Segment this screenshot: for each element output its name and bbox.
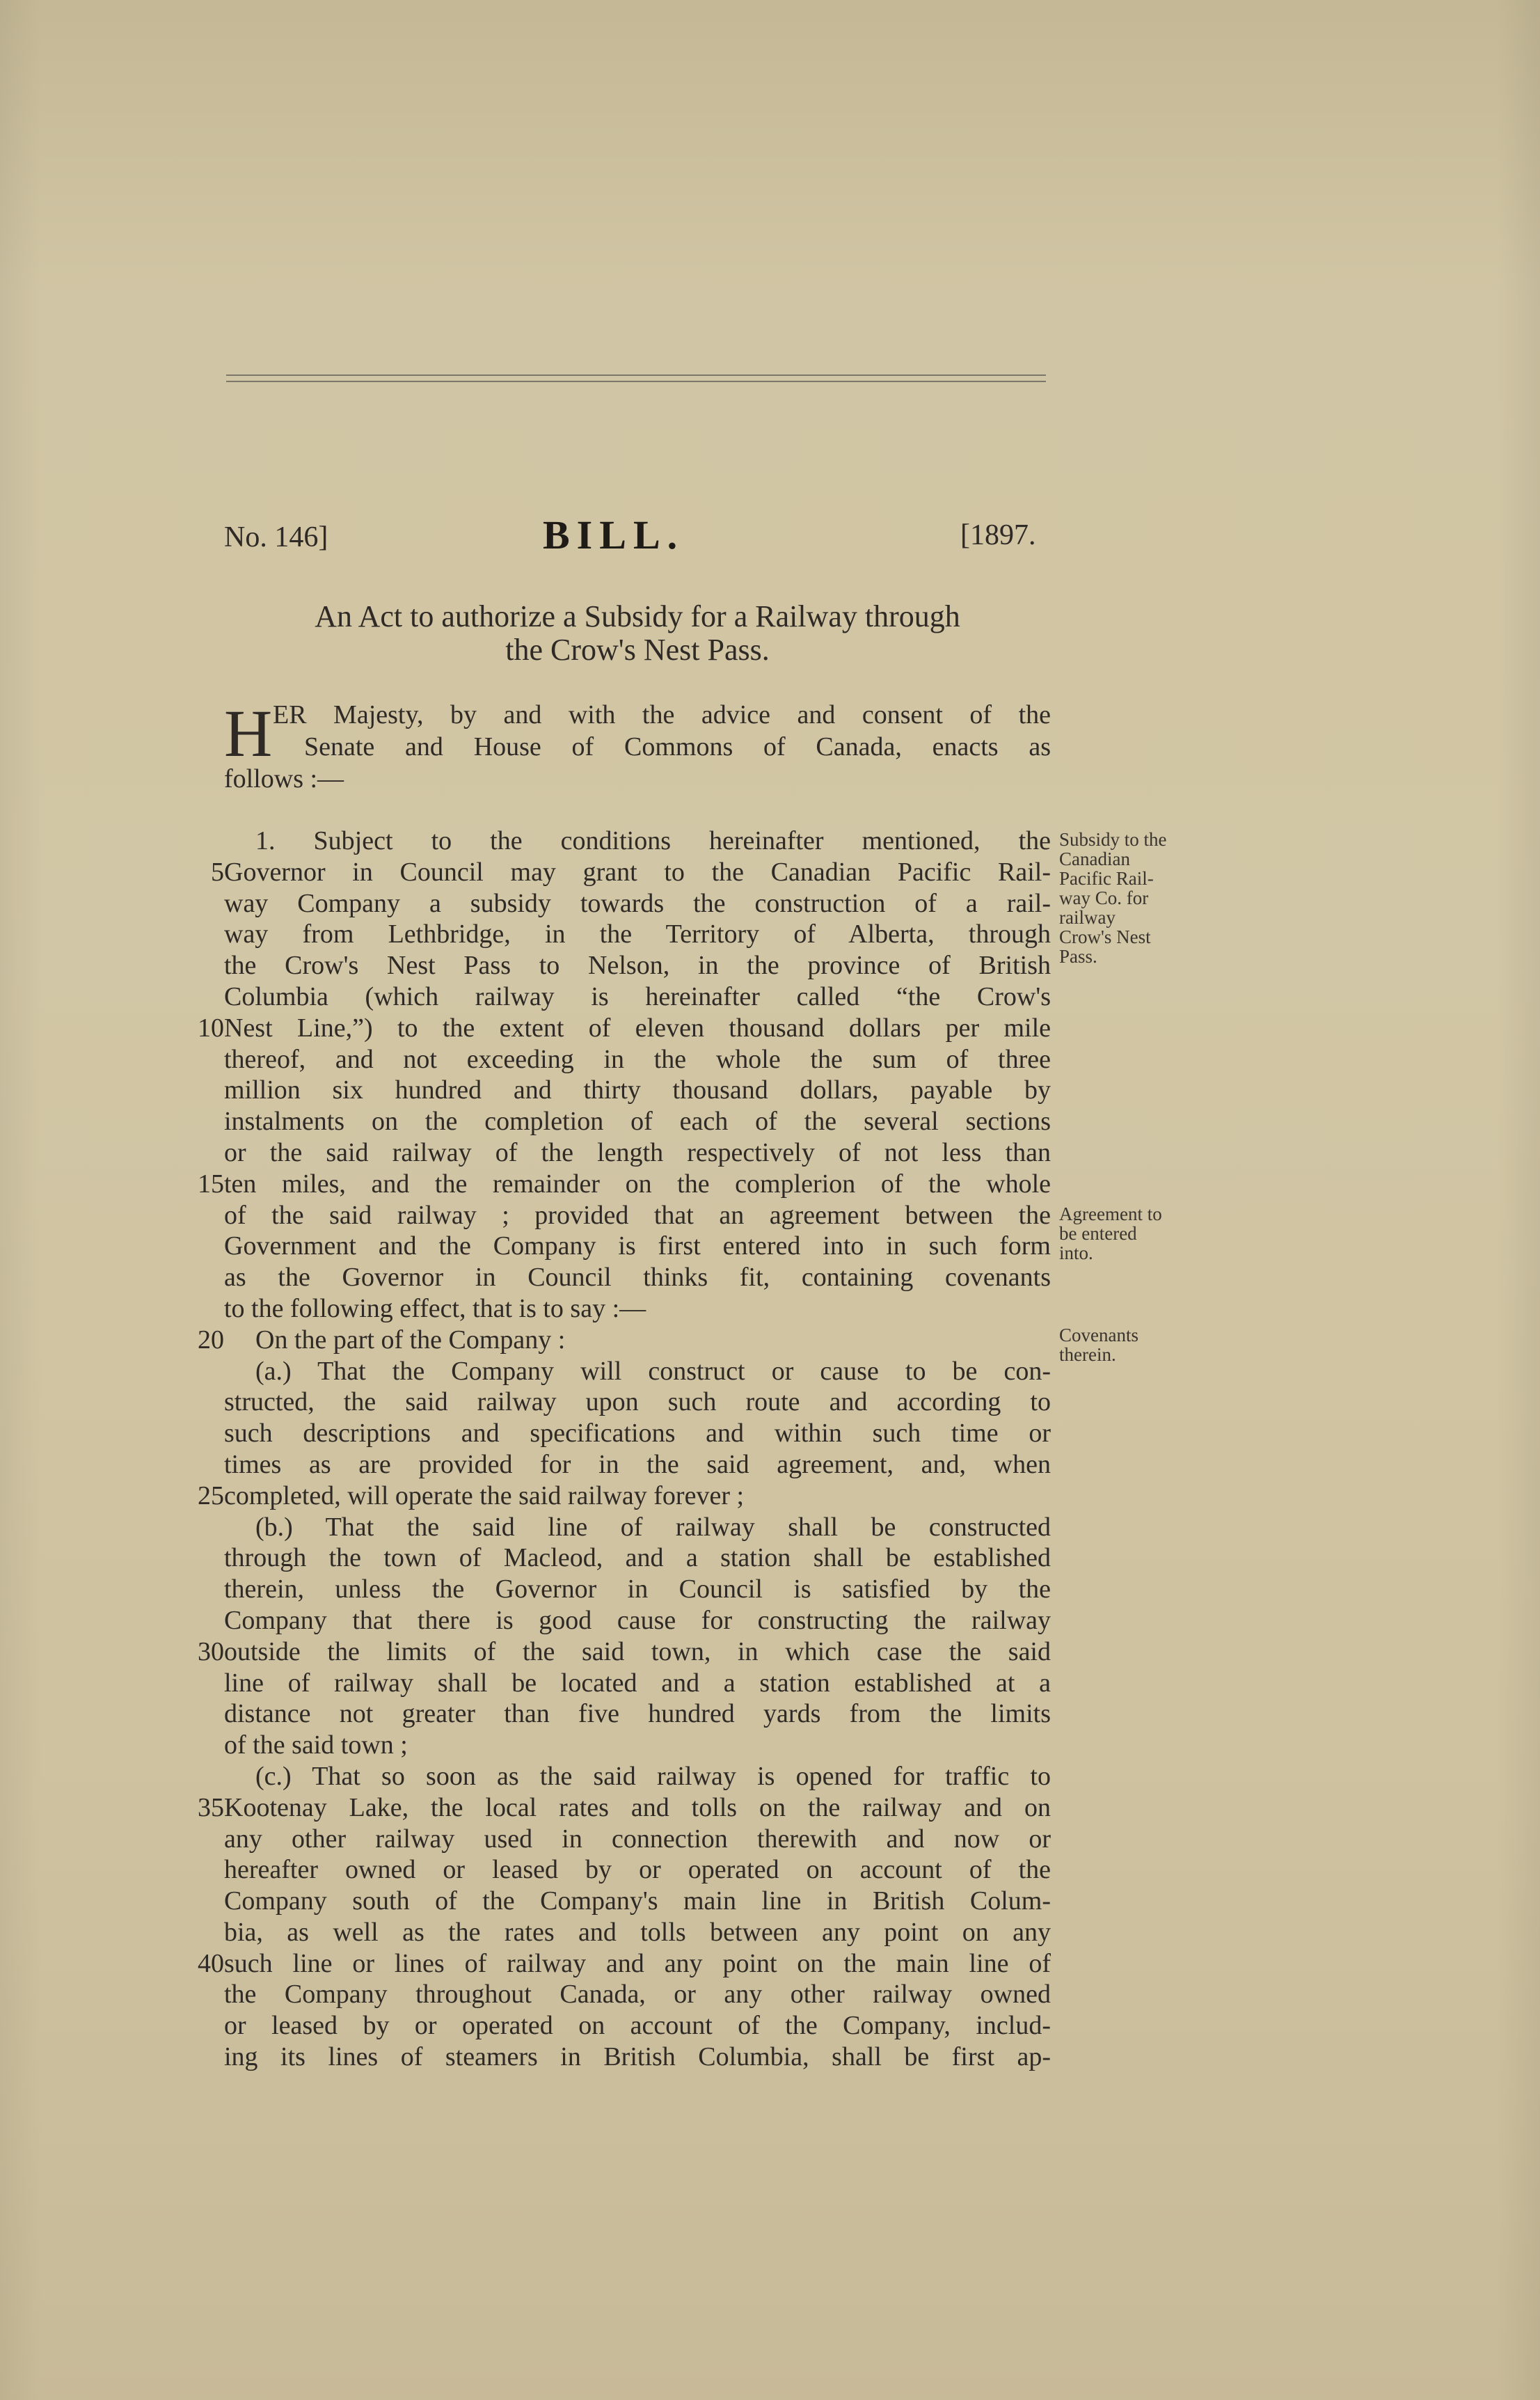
line-number: 40 bbox=[198, 1948, 224, 1978]
line-number: 10 bbox=[198, 1013, 224, 1043]
line-number: 30 bbox=[198, 1636, 224, 1666]
marginal-note-line: therein. bbox=[1059, 1344, 1116, 1365]
top-rule-second bbox=[226, 381, 1046, 382]
body-line: Government and the Company is first entered into in such form bbox=[224, 1231, 1051, 1261]
body-line: ing its lines of steamers in British Columbia, shall be first ap- bbox=[224, 2042, 1051, 2072]
body-line: Company that there is good cause for constructing the railway bbox=[224, 1605, 1051, 1635]
marginal-note-line: Pass. bbox=[1059, 946, 1097, 967]
line-number: 20 bbox=[198, 1325, 224, 1355]
bill-number: No. 146] bbox=[224, 521, 328, 553]
preamble bbox=[224, 696, 1051, 795]
bill-title: BILL. bbox=[543, 512, 685, 558]
body-line: Nest Line,”) to the extent of eleven thousand dollars per mile bbox=[224, 1013, 1051, 1043]
marginal-note-line: Agreement to bbox=[1059, 1203, 1162, 1224]
line-number: 25 bbox=[198, 1481, 224, 1510]
marginal-note-line: Crow's Nest bbox=[1059, 926, 1151, 947]
body-line: to the following effect, that is to say :— bbox=[224, 1293, 646, 1323]
body-line: therein, unless the Governor in Council is satisfied by the bbox=[224, 1574, 1051, 1604]
body-line: as the Governor in Council thinks fit, containing covenants bbox=[224, 1263, 1051, 1293]
line-number: 15 bbox=[198, 1169, 224, 1199]
body-line: Governor in Council may grant to the Canadian Pacific Rail- bbox=[224, 857, 1051, 887]
body-line: such line or lines of railway and any point on the main line of bbox=[224, 1948, 1051, 1978]
body-line: or leased by or operated on account of the Company, includ- bbox=[224, 2011, 1051, 2041]
bill-year: [1897. bbox=[960, 519, 1036, 551]
marginal-note-line: Covenants bbox=[1059, 1325, 1138, 1345]
marginal-note-line: Subsidy to the bbox=[1059, 829, 1167, 850]
line-number: 5 bbox=[211, 857, 224, 887]
body-line: Company south of the Company's main line in British Colum- bbox=[224, 1886, 1051, 1916]
body-line: or the said railway of the length respectively of not less than bbox=[224, 1137, 1051, 1167]
body-line: of the said railway ; provided that an agreement between the bbox=[224, 1200, 1051, 1230]
body-line: hereafter owned or leased by or operated on account of the bbox=[224, 1855, 1051, 1885]
body-line: such descriptions and specifications and within such time or bbox=[224, 1419, 1051, 1448]
preamble-line: follows :— bbox=[224, 764, 344, 794]
body-line: instalments on the completion of each of the several sections bbox=[224, 1107, 1051, 1137]
marginal-note-line: into. bbox=[1059, 1242, 1093, 1263]
body-line: any other railway used in connection therewith and now or bbox=[224, 1824, 1051, 1854]
marginal-note-covenants bbox=[1059, 1325, 1212, 1364]
body-line: ten miles, and the remainder on the complerion of the whole bbox=[224, 1169, 1051, 1199]
body-line: through the town of Macleod, and a station shall be established bbox=[224, 1543, 1051, 1573]
bill-body bbox=[224, 826, 1051, 2073]
top-rule bbox=[226, 374, 1046, 376]
body-line: million six hundred and thirty thousand dollars, payable by bbox=[224, 1075, 1051, 1105]
body-line: distance not greater than five hundred yards from the limits bbox=[224, 1699, 1051, 1729]
body-line: (b.) That the said line of railway shall be constructed bbox=[255, 1512, 1051, 1542]
body-line: (a.) That the Company will construct or cause to be con- bbox=[255, 1356, 1051, 1386]
body-line: (c.) That so soon as the said railway is opened for traffic to bbox=[255, 1761, 1051, 1791]
drop-cap: H bbox=[224, 696, 273, 771]
subtitle-line: the Crow's Nest Pass. bbox=[505, 633, 770, 667]
body-line: the Crow's Nest Pass to Nelson, in the province of British bbox=[224, 951, 1051, 981]
marginal-note-line: railway bbox=[1059, 907, 1116, 928]
body-line: line of railway shall be located and a station established at a bbox=[224, 1668, 1051, 1698]
body-line: of the said town ; bbox=[224, 1730, 408, 1760]
body-line: way from Lethbridge, in the Territory of Alberta, through bbox=[224, 919, 1051, 949]
body-line: bia, as well as the rates and tolls between any point on any bbox=[224, 1917, 1051, 1947]
marginal-note-line: Pacific Rail- bbox=[1059, 868, 1154, 889]
body-line: way Company a subsidy towards the construction of a rail- bbox=[224, 888, 1051, 918]
body-line: completed, will operate the said railway forever ; bbox=[224, 1481, 745, 1510]
body-line: thereof, and not exceeding in the whole the sum of three bbox=[224, 1044, 1051, 1074]
marginal-note-line: Canadian bbox=[1059, 848, 1130, 869]
body-line: outside the limits of the said town, in which case the said bbox=[224, 1636, 1051, 1666]
act-subtitle bbox=[224, 600, 1051, 667]
line-number: 35 bbox=[198, 1792, 224, 1822]
body-line: structed, the said railway upon such route and according to bbox=[224, 1387, 1051, 1417]
body-line: 1. Subject to the conditions hereinafter mentioned, the bbox=[255, 826, 1051, 855]
marginal-note-agreement bbox=[1059, 1204, 1212, 1263]
body-line: the Company throughout Canada, or any other railway owned bbox=[224, 1980, 1051, 2010]
marginal-note-line: be entered bbox=[1059, 1223, 1137, 1244]
marginal-note-line: way Co. for bbox=[1059, 887, 1149, 908]
body-line: Kootenay Lake, the local rates and tolls on the railway and on bbox=[224, 1792, 1051, 1822]
subtitle-line: An Act to authorize a Subsidy for a Railway through bbox=[315, 599, 960, 633]
preamble-line: ER Majesty, by and with the advice and consent of the bbox=[273, 700, 1051, 729]
body-line: Columbia (which railway is hereinafter called “the Crow's bbox=[224, 981, 1051, 1011]
preamble-line: Senate and House of Commons of Canada, enacts as bbox=[304, 732, 1051, 761]
marginal-note-subsidy bbox=[1059, 830, 1212, 966]
body-line: times as are provided for in the said agreement, and, when bbox=[224, 1449, 1051, 1479]
body-line: On the part of the Company : bbox=[255, 1325, 566, 1355]
